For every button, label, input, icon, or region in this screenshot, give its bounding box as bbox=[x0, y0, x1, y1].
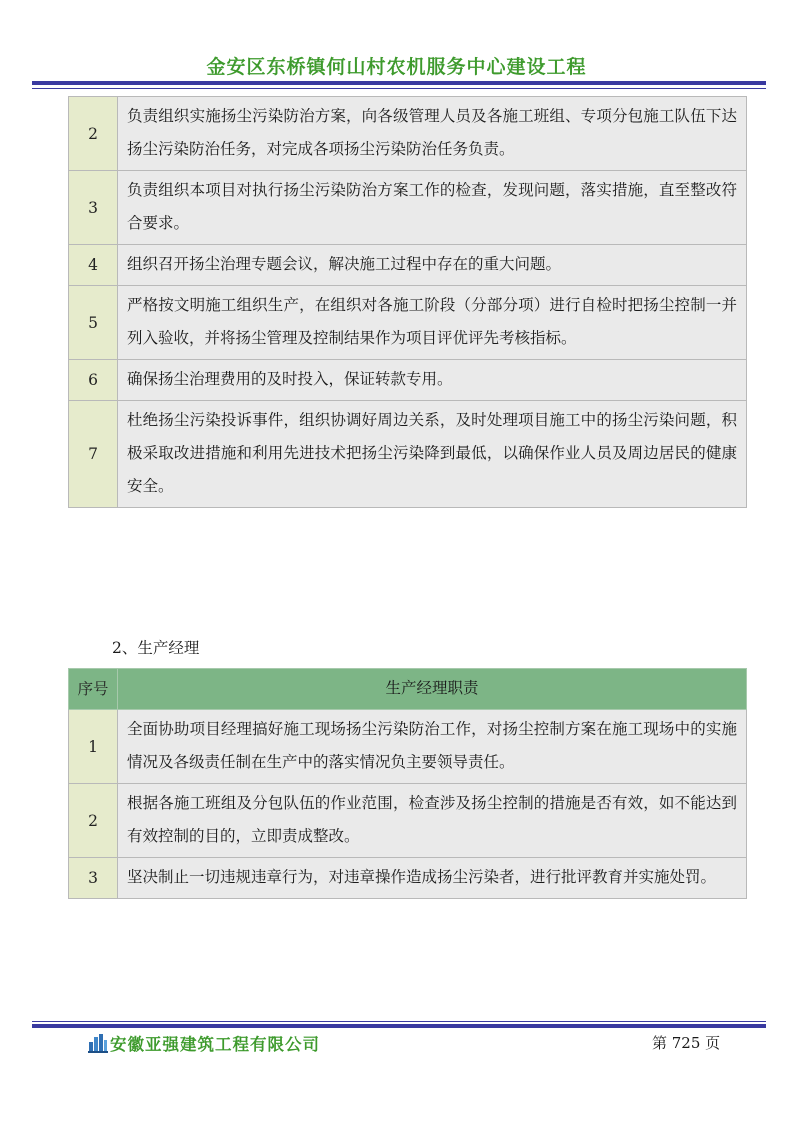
row-number: 7 bbox=[69, 401, 118, 508]
header-rule-thin bbox=[32, 88, 766, 89]
table-row bbox=[69, 710, 747, 784]
footer-rule-thin bbox=[32, 1021, 766, 1022]
row-number: 5 bbox=[69, 286, 118, 360]
row-number: 2 bbox=[69, 784, 118, 858]
table-row bbox=[69, 286, 747, 360]
row-number: 3 bbox=[69, 171, 118, 245]
table-row bbox=[69, 784, 747, 858]
row-number: 4 bbox=[69, 245, 118, 286]
row-number: 1 bbox=[69, 710, 118, 784]
duty-text: 根据各施工班组及分包队伍的作业范围，检查涉及扬尘控制的措施是否有效，如不能达到有效控制的目的，立即责成整改。 bbox=[118, 784, 747, 858]
row-number: 6 bbox=[69, 360, 118, 401]
table-row bbox=[69, 858, 747, 899]
row-number: 3 bbox=[69, 858, 118, 899]
project-manager-duty-table bbox=[68, 96, 747, 508]
company-logo-icon bbox=[88, 1033, 108, 1053]
table-row bbox=[69, 245, 747, 286]
duty-text: 组织召开扬尘治理专题会议，解决施工过程中存在的重大问题。 bbox=[118, 245, 747, 286]
table-row bbox=[69, 171, 747, 245]
duty-text: 坚决制止一切违规违章行为，对违章操作造成扬尘污染者，进行批评教育并实施处罚。 bbox=[118, 858, 747, 899]
duty-text: 全面协助项目经理搞好施工现场扬尘污染防治工作，对扬尘控制方案在施工现场中的实施情况及各级责任制在生产中的落实情况负主要领导责任。 bbox=[118, 710, 747, 784]
duty-text: 确保扬尘治理费用的及时投入，保证转款专用。 bbox=[118, 360, 747, 401]
footer-rule-thick bbox=[32, 1024, 766, 1028]
table-row bbox=[69, 360, 747, 401]
table-row bbox=[69, 401, 747, 508]
column-header-duties: 生产经理职责 bbox=[118, 669, 747, 710]
duty-text: 杜绝扬尘污染投诉事件，组织协调好周边关系，及时处理项目施工中的扬尘污染问题，积极采取改进措施和利用先进技术把扬尘污染降到最低，以确保作业人员及周边居民的健康安全。 bbox=[118, 401, 747, 508]
duty-text: 负责组织实施扬尘污染防治方案，向各级管理人员及各施工班组、专项分包施工队伍下达扬尘污染防治任务，对完成各项扬尘污染防治任务负责。 bbox=[118, 97, 747, 171]
document-title: 金安区东桥镇何山村农机服务中心建设工程 bbox=[206, 56, 587, 78]
duty-text: 负责组织本项目对执行扬尘污染防治方案工作的检查，发现问题，落实措施，直至整改符合要求。 bbox=[118, 171, 747, 245]
row-number: 2 bbox=[69, 97, 118, 171]
section-heading: 2、生产经理 bbox=[112, 639, 200, 657]
table-header-row bbox=[69, 669, 747, 710]
production-manager-duty-table bbox=[68, 668, 747, 899]
page-number: 第 725 页 bbox=[652, 1034, 721, 1052]
header-rule-thick bbox=[32, 81, 766, 85]
column-header-number: 序号 bbox=[69, 669, 118, 710]
duty-text: 严格按文明施工组织生产，在组织对各施工阶段（分部分项）进行自检时把扬尘控制一并列入验收，并将扬尘管理及控制结果作为项目评优评先考核指标。 bbox=[118, 286, 747, 360]
table-row bbox=[69, 97, 747, 171]
footer-company-name: 安徽亚强建筑工程有限公司 bbox=[110, 1035, 320, 1054]
